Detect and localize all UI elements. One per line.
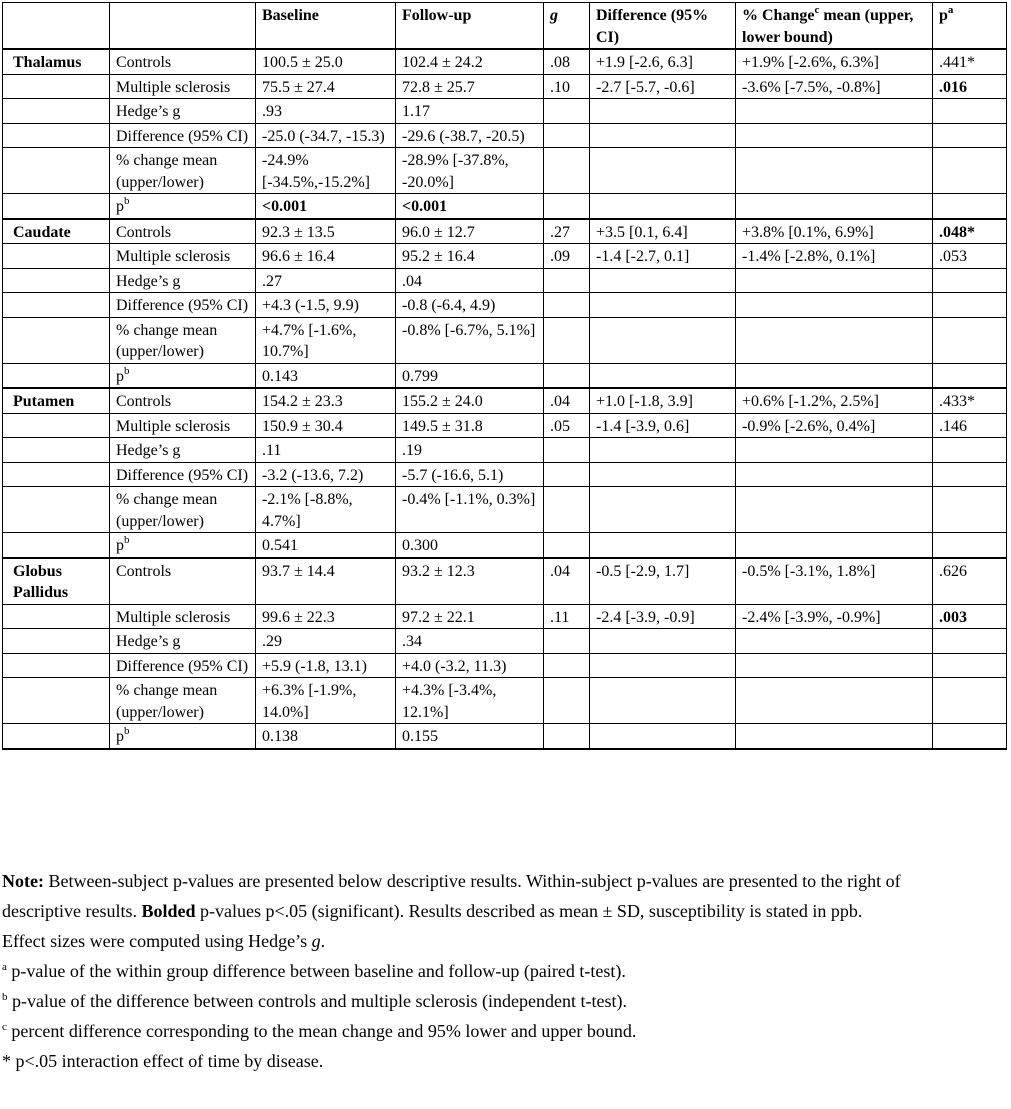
measure-label-text: p bbox=[116, 198, 124, 215]
region-cell bbox=[3, 317, 110, 363]
p-value: .053 bbox=[933, 244, 1007, 269]
header-blank-region bbox=[3, 3, 110, 50]
followup-value: -0.4% [-1.1%, 0.3%] bbox=[396, 487, 544, 533]
baseline-value: .11 bbox=[256, 438, 396, 463]
baseline-value: 75.5 ± 27.4 bbox=[256, 74, 396, 99]
measure-label-text: p bbox=[116, 537, 124, 554]
measure-label bbox=[110, 413, 256, 438]
measure-label-sup: b bbox=[124, 364, 130, 377]
p-value bbox=[933, 268, 1007, 293]
pct-change-value bbox=[736, 148, 933, 194]
difference-value bbox=[590, 99, 736, 124]
g-value bbox=[544, 438, 590, 463]
footnote-star-text: * p<.05 interaction effect of time by disease. bbox=[2, 1051, 324, 1071]
followup-value: <0.001 bbox=[396, 194, 544, 219]
p-value: .626 bbox=[933, 558, 1007, 605]
g-value: .04 bbox=[544, 558, 590, 605]
g-value bbox=[544, 317, 590, 363]
measure-label bbox=[110, 533, 256, 558]
p-value bbox=[933, 678, 1007, 724]
measure-label-text: p bbox=[116, 728, 124, 745]
footnote-a-sup: a bbox=[2, 961, 7, 973]
region-cell: Caudate bbox=[3, 219, 110, 244]
pct-change-value: -0.9% [-2.6%, 0.4%] bbox=[736, 413, 933, 438]
baseline-value: -2.1% [-8.8%, 4.7%] bbox=[256, 487, 396, 533]
region-cell bbox=[3, 194, 110, 219]
baseline-value: 92.3 ± 13.5 bbox=[256, 219, 396, 244]
measure-label-text: Multiple sclerosis bbox=[116, 248, 231, 265]
measure-label-text: Difference (95% CI) bbox=[116, 127, 249, 145]
pct-change-value bbox=[736, 438, 933, 463]
g-value: .08 bbox=[544, 49, 590, 74]
measure-label-text: Controls bbox=[116, 54, 172, 71]
followup-value: +4.3% [-3.4%, 12.1%] bbox=[396, 678, 544, 724]
region-cell bbox=[3, 724, 110, 749]
note-text-1: Between-subject p-values are presented below descriptive results. Within-subject p-values are presented to the right of descriptive results. bbox=[2, 871, 901, 921]
pct-change-value bbox=[736, 462, 933, 487]
measure-label bbox=[110, 653, 256, 678]
pct-change-value bbox=[736, 724, 933, 749]
table-row bbox=[3, 413, 1007, 438]
baseline-value: +4.3 (-1.5, 9.9) bbox=[256, 293, 396, 318]
measure-label-text: Hedge’s g bbox=[116, 442, 181, 459]
baseline-value: 93.7 ± 14.4 bbox=[256, 558, 396, 605]
region-cell bbox=[3, 678, 110, 724]
region-cell: Globus Pallidus bbox=[3, 558, 110, 605]
baseline-value: 100.5 ± 25.0 bbox=[256, 49, 396, 74]
followup-value: 102.4 ± 24.2 bbox=[396, 49, 544, 74]
measure-label-sup: b bbox=[124, 725, 130, 737]
region-cell bbox=[3, 148, 110, 194]
region-cell bbox=[3, 533, 110, 558]
measure-label-text: Hedge’s g bbox=[116, 633, 181, 650]
followup-value: .19 bbox=[396, 438, 544, 463]
baseline-value: .29 bbox=[256, 629, 396, 654]
region-cell bbox=[3, 487, 110, 533]
measure-label bbox=[110, 438, 256, 463]
followup-value: -29.6 (-38.7, -20.5) bbox=[396, 123, 544, 148]
difference-value bbox=[590, 317, 736, 363]
table-row bbox=[3, 194, 1007, 219]
note-bolded: Bolded bbox=[141, 901, 196, 921]
g-value bbox=[544, 462, 590, 487]
measure-label-text: Difference (95% CI) bbox=[116, 657, 249, 675]
difference-value: +3.5 [0.1, 6.4] bbox=[590, 219, 736, 244]
footnote-c bbox=[2, 1016, 1002, 1046]
measure-label-text: Multiple sclerosis bbox=[116, 608, 231, 626]
region-cell bbox=[3, 462, 110, 487]
region-cell bbox=[3, 629, 110, 654]
measure-label bbox=[110, 194, 256, 219]
measure-label bbox=[110, 487, 256, 533]
footnote-b bbox=[2, 986, 1002, 1016]
difference-value bbox=[590, 148, 736, 194]
p-value: .048* bbox=[933, 219, 1007, 244]
followup-value: -5.7 (-16.6, 5.1) bbox=[396, 462, 544, 487]
table-row bbox=[3, 604, 1007, 629]
difference-value bbox=[590, 438, 736, 463]
table-row bbox=[3, 49, 1007, 74]
baseline-value: +4.7% [-1.6%, 10.7%] bbox=[256, 317, 396, 363]
pct-change-value: +3.8% [0.1%, 6.9%] bbox=[736, 219, 933, 244]
p-value bbox=[933, 99, 1007, 124]
measure-label-text: Controls bbox=[116, 223, 172, 241]
results-table bbox=[2, 2, 1007, 750]
table-row bbox=[3, 629, 1007, 654]
measure-label-text: Controls bbox=[116, 393, 172, 410]
region-cell bbox=[3, 604, 110, 629]
measure-label-text: Multiple sclerosis bbox=[116, 78, 231, 96]
followup-value: +4.0 (-3.2, 11.3) bbox=[396, 653, 544, 678]
difference-value: +1.0 [-1.8, 3.9] bbox=[590, 388, 736, 413]
g-value: .05 bbox=[544, 413, 590, 438]
note-g: g bbox=[311, 931, 321, 951]
region-cell bbox=[3, 293, 110, 318]
region-cell bbox=[3, 268, 110, 293]
followup-value: 93.2 ± 12.3 bbox=[396, 558, 544, 605]
table-row bbox=[3, 438, 1007, 463]
measure-label bbox=[110, 462, 256, 487]
table-row bbox=[3, 244, 1007, 269]
difference-value bbox=[590, 268, 736, 293]
region-cell bbox=[3, 99, 110, 124]
region-cell bbox=[3, 74, 110, 99]
baseline-value: <0.001 bbox=[256, 194, 396, 219]
difference-value: -1.4 [-3.9, 0.6] bbox=[590, 413, 736, 438]
pct-change-value bbox=[736, 533, 933, 558]
followup-value: 96.0 ± 12.7 bbox=[396, 219, 544, 244]
measure-label-text: % change mean (upper/lower) bbox=[116, 321, 218, 360]
baseline-value: +6.3% [-1.9%, 14.0%] bbox=[256, 678, 396, 724]
header-p-sup: a bbox=[947, 4, 954, 16]
region-cell bbox=[3, 653, 110, 678]
difference-value bbox=[590, 653, 736, 678]
pct-change-value: -2.4% [-3.9%, -0.9%] bbox=[736, 604, 933, 629]
baseline-value: 0.143 bbox=[256, 363, 396, 388]
followup-value: .34 bbox=[396, 629, 544, 654]
g-value bbox=[544, 653, 590, 678]
p-value bbox=[933, 363, 1007, 388]
measure-label bbox=[110, 99, 256, 124]
difference-value bbox=[590, 363, 736, 388]
footnote-star bbox=[2, 1046, 1002, 1076]
difference-value bbox=[590, 533, 736, 558]
pct-change-value: -3.6% [-7.5%, -0.8%] bbox=[736, 74, 933, 99]
pct-change-value bbox=[736, 268, 933, 293]
followup-value: 97.2 ± 22.1 bbox=[396, 604, 544, 629]
measure-label bbox=[110, 317, 256, 363]
g-value: .09 bbox=[544, 244, 590, 269]
header-pct-prefix: % Change bbox=[742, 7, 815, 24]
followup-value: -0.8% [-6.7%, 5.1%] bbox=[396, 317, 544, 363]
header-pct-sup: c bbox=[814, 4, 820, 16]
difference-value bbox=[590, 293, 736, 318]
g-value bbox=[544, 678, 590, 724]
baseline-value: -25.0 (-34.7, -15.3) bbox=[256, 123, 396, 148]
region-cell: Thalamus bbox=[3, 49, 110, 74]
difference-value: -2.7 [-5.7, -0.6] bbox=[590, 74, 736, 99]
table-notes bbox=[2, 866, 1002, 1076]
measure-label bbox=[110, 363, 256, 388]
g-value bbox=[544, 293, 590, 318]
pct-change-value: +1.9% [-2.6%, 6.3%] bbox=[736, 49, 933, 74]
table-row bbox=[3, 558, 1007, 605]
g-value bbox=[544, 629, 590, 654]
p-value: .433* bbox=[933, 388, 1007, 413]
table-row bbox=[3, 462, 1007, 487]
pct-change-value: +0.6% [-1.2%, 2.5%] bbox=[736, 388, 933, 413]
baseline-value: 150.9 ± 30.4 bbox=[256, 413, 396, 438]
table-row bbox=[3, 533, 1007, 558]
region-cell bbox=[3, 123, 110, 148]
table-row bbox=[3, 219, 1007, 244]
g-value: .11 bbox=[544, 604, 590, 629]
header-p-label: p bbox=[939, 7, 948, 24]
table-row bbox=[3, 363, 1007, 388]
measure-label-text: % change mean (upper/lower) bbox=[116, 682, 218, 721]
header-p bbox=[933, 3, 1007, 50]
header-pct-change bbox=[736, 3, 933, 50]
p-value bbox=[933, 653, 1007, 678]
difference-value: -1.4 [-2.7, 0.1] bbox=[590, 244, 736, 269]
region-cell bbox=[3, 413, 110, 438]
header-row bbox=[3, 3, 1007, 50]
header-g: g bbox=[544, 3, 590, 50]
g-value: .10 bbox=[544, 74, 590, 99]
followup-value: -0.8 (-6.4, 4.9) bbox=[396, 293, 544, 318]
baseline-value: .93 bbox=[256, 99, 396, 124]
baseline-value: 0.541 bbox=[256, 533, 396, 558]
table-row bbox=[3, 487, 1007, 533]
measure-label-text: Difference (95% CI) bbox=[116, 466, 249, 484]
header-blank-measure bbox=[110, 3, 256, 50]
p-value bbox=[933, 629, 1007, 654]
difference-value: -0.5 [-2.9, 1.7] bbox=[590, 558, 736, 605]
p-value bbox=[933, 438, 1007, 463]
note-paragraph bbox=[2, 866, 902, 956]
footnote-b-text: p-value of the difference between controls and multiple sclerosis (independent t-test). bbox=[7, 991, 627, 1011]
difference-value bbox=[590, 724, 736, 749]
difference-value bbox=[590, 462, 736, 487]
footnote-a-text: p-value of the within group difference between baseline and follow-up (paired t-test). bbox=[6, 961, 626, 981]
table-body bbox=[3, 49, 1007, 749]
table-row bbox=[3, 148, 1007, 194]
g-value: .04 bbox=[544, 388, 590, 413]
note-end: . bbox=[320, 931, 326, 951]
measure-label bbox=[110, 604, 256, 629]
baseline-value: 99.6 ± 22.3 bbox=[256, 604, 396, 629]
measure-label-text: Multiple sclerosis bbox=[116, 417, 231, 435]
header-baseline: Baseline bbox=[256, 3, 396, 50]
p-value bbox=[933, 317, 1007, 363]
followup-value: 1.17 bbox=[396, 99, 544, 124]
region-cell bbox=[3, 438, 110, 463]
followup-value: 0.155 bbox=[396, 724, 544, 749]
difference-value bbox=[590, 629, 736, 654]
p-value bbox=[933, 148, 1007, 194]
measure-label-sup: b bbox=[124, 195, 130, 207]
difference-value: +1.9 [-2.6, 6.3] bbox=[590, 49, 736, 74]
table-row bbox=[3, 74, 1007, 99]
followup-value: .04 bbox=[396, 268, 544, 293]
difference-value bbox=[590, 194, 736, 219]
note-label: Note: bbox=[2, 871, 44, 891]
baseline-value: -3.2 (-13.6, 7.2) bbox=[256, 462, 396, 487]
p-value: .016 bbox=[933, 74, 1007, 99]
measure-label-text: p bbox=[116, 367, 124, 385]
p-value bbox=[933, 123, 1007, 148]
region-cell bbox=[3, 363, 110, 388]
table-row bbox=[3, 99, 1007, 124]
p-value bbox=[933, 462, 1007, 487]
p-value bbox=[933, 293, 1007, 318]
baseline-value: .27 bbox=[256, 268, 396, 293]
g-value bbox=[544, 148, 590, 194]
table-row bbox=[3, 724, 1007, 749]
table-row bbox=[3, 268, 1007, 293]
p-value bbox=[933, 724, 1007, 749]
baseline-value: 96.6 ± 16.4 bbox=[256, 244, 396, 269]
measure-label bbox=[110, 244, 256, 269]
followup-value: 0.300 bbox=[396, 533, 544, 558]
measure-label bbox=[110, 293, 256, 318]
g-value bbox=[544, 724, 590, 749]
pct-change-value bbox=[736, 653, 933, 678]
followup-value: 95.2 ± 16.4 bbox=[396, 244, 544, 269]
followup-value: 149.5 ± 31.8 bbox=[396, 413, 544, 438]
header-followup: Follow-up bbox=[396, 3, 544, 50]
measure-label bbox=[110, 268, 256, 293]
pct-change-value bbox=[736, 629, 933, 654]
g-value bbox=[544, 487, 590, 533]
footnote-b-sup: b bbox=[2, 991, 8, 1003]
table-row bbox=[3, 653, 1007, 678]
footnote-c-text: percent difference corresponding to the mean change and 95% lower and upper bound. bbox=[6, 1021, 637, 1041]
header-pct-suffix: mean (upper, lower bound) bbox=[742, 7, 914, 46]
measure-label bbox=[110, 629, 256, 654]
followup-value: 72.8 ± 25.7 bbox=[396, 74, 544, 99]
p-value: .003 bbox=[933, 604, 1007, 629]
measure-label bbox=[110, 388, 256, 413]
g-value bbox=[544, 268, 590, 293]
p-value: .146 bbox=[933, 413, 1007, 438]
measure-label bbox=[110, 219, 256, 244]
table-row bbox=[3, 293, 1007, 318]
pct-change-value bbox=[736, 487, 933, 533]
table-row bbox=[3, 678, 1007, 724]
pct-change-value bbox=[736, 123, 933, 148]
g-value: .27 bbox=[544, 219, 590, 244]
measure-label bbox=[110, 558, 256, 605]
g-value bbox=[544, 123, 590, 148]
pct-change-value: -0.5% [-3.1%, 1.8%] bbox=[736, 558, 933, 605]
table-row bbox=[3, 388, 1007, 413]
region-cell: Putamen bbox=[3, 388, 110, 413]
p-value bbox=[933, 533, 1007, 558]
note-text-2: p-values p<.05 (significant). Results described as mean ± SD, susceptibility is stated in ppb. Effect sizes were computed using Hedge’s bbox=[2, 901, 863, 951]
footnote-a bbox=[2, 956, 1002, 986]
measure-label-text: % change mean (upper/lower) bbox=[116, 491, 218, 530]
g-value bbox=[544, 194, 590, 219]
baseline-value: 0.138 bbox=[256, 724, 396, 749]
baseline-value: 154.2 ± 23.3 bbox=[256, 388, 396, 413]
pct-change-value bbox=[736, 317, 933, 363]
difference-value bbox=[590, 123, 736, 148]
pct-change-value bbox=[736, 194, 933, 219]
baseline-value: +5.9 (-1.8, 13.1) bbox=[256, 653, 396, 678]
pct-change-value bbox=[736, 363, 933, 388]
followup-value: -28.9% [-37.8%, -20.0%] bbox=[396, 148, 544, 194]
measure-label bbox=[110, 74, 256, 99]
table-row bbox=[3, 317, 1007, 363]
region-cell bbox=[3, 244, 110, 269]
baseline-value: -24.9% [-34.5%,-15.2%] bbox=[256, 148, 396, 194]
footnote-c-sup: c bbox=[2, 1021, 7, 1033]
g-value bbox=[544, 99, 590, 124]
g-value bbox=[544, 363, 590, 388]
difference-value bbox=[590, 487, 736, 533]
p-value bbox=[933, 194, 1007, 219]
p-value: .441* bbox=[933, 49, 1007, 74]
measure-label-text: Hedge’s g bbox=[116, 272, 181, 290]
g-value bbox=[544, 533, 590, 558]
measure-label-sup: b bbox=[124, 534, 130, 546]
difference-value: -2.4 [-3.9, -0.9] bbox=[590, 604, 736, 629]
measure-label bbox=[110, 123, 256, 148]
results-table-container bbox=[2, 2, 1006, 750]
followup-value: 0.799 bbox=[396, 363, 544, 388]
measure-label bbox=[110, 49, 256, 74]
measure-label bbox=[110, 148, 256, 194]
measure-label-text: % change mean (upper/lower) bbox=[116, 152, 218, 191]
measure-label bbox=[110, 724, 256, 749]
measure-label-text: Controls bbox=[116, 562, 172, 580]
followup-value: 155.2 ± 24.0 bbox=[396, 388, 544, 413]
pct-change-value bbox=[736, 99, 933, 124]
table-row bbox=[3, 123, 1007, 148]
p-value bbox=[933, 487, 1007, 533]
pct-change-value bbox=[736, 678, 933, 724]
measure-label-text: Hedge’s g bbox=[116, 103, 181, 120]
measure-label-text: Difference (95% CI) bbox=[116, 297, 249, 314]
pct-change-value: -1.4% [-2.8%, 0.1%] bbox=[736, 244, 933, 269]
header-difference: Difference (95% CI) bbox=[590, 3, 736, 50]
pct-change-value bbox=[736, 293, 933, 318]
difference-value bbox=[590, 678, 736, 724]
measure-label bbox=[110, 678, 256, 724]
